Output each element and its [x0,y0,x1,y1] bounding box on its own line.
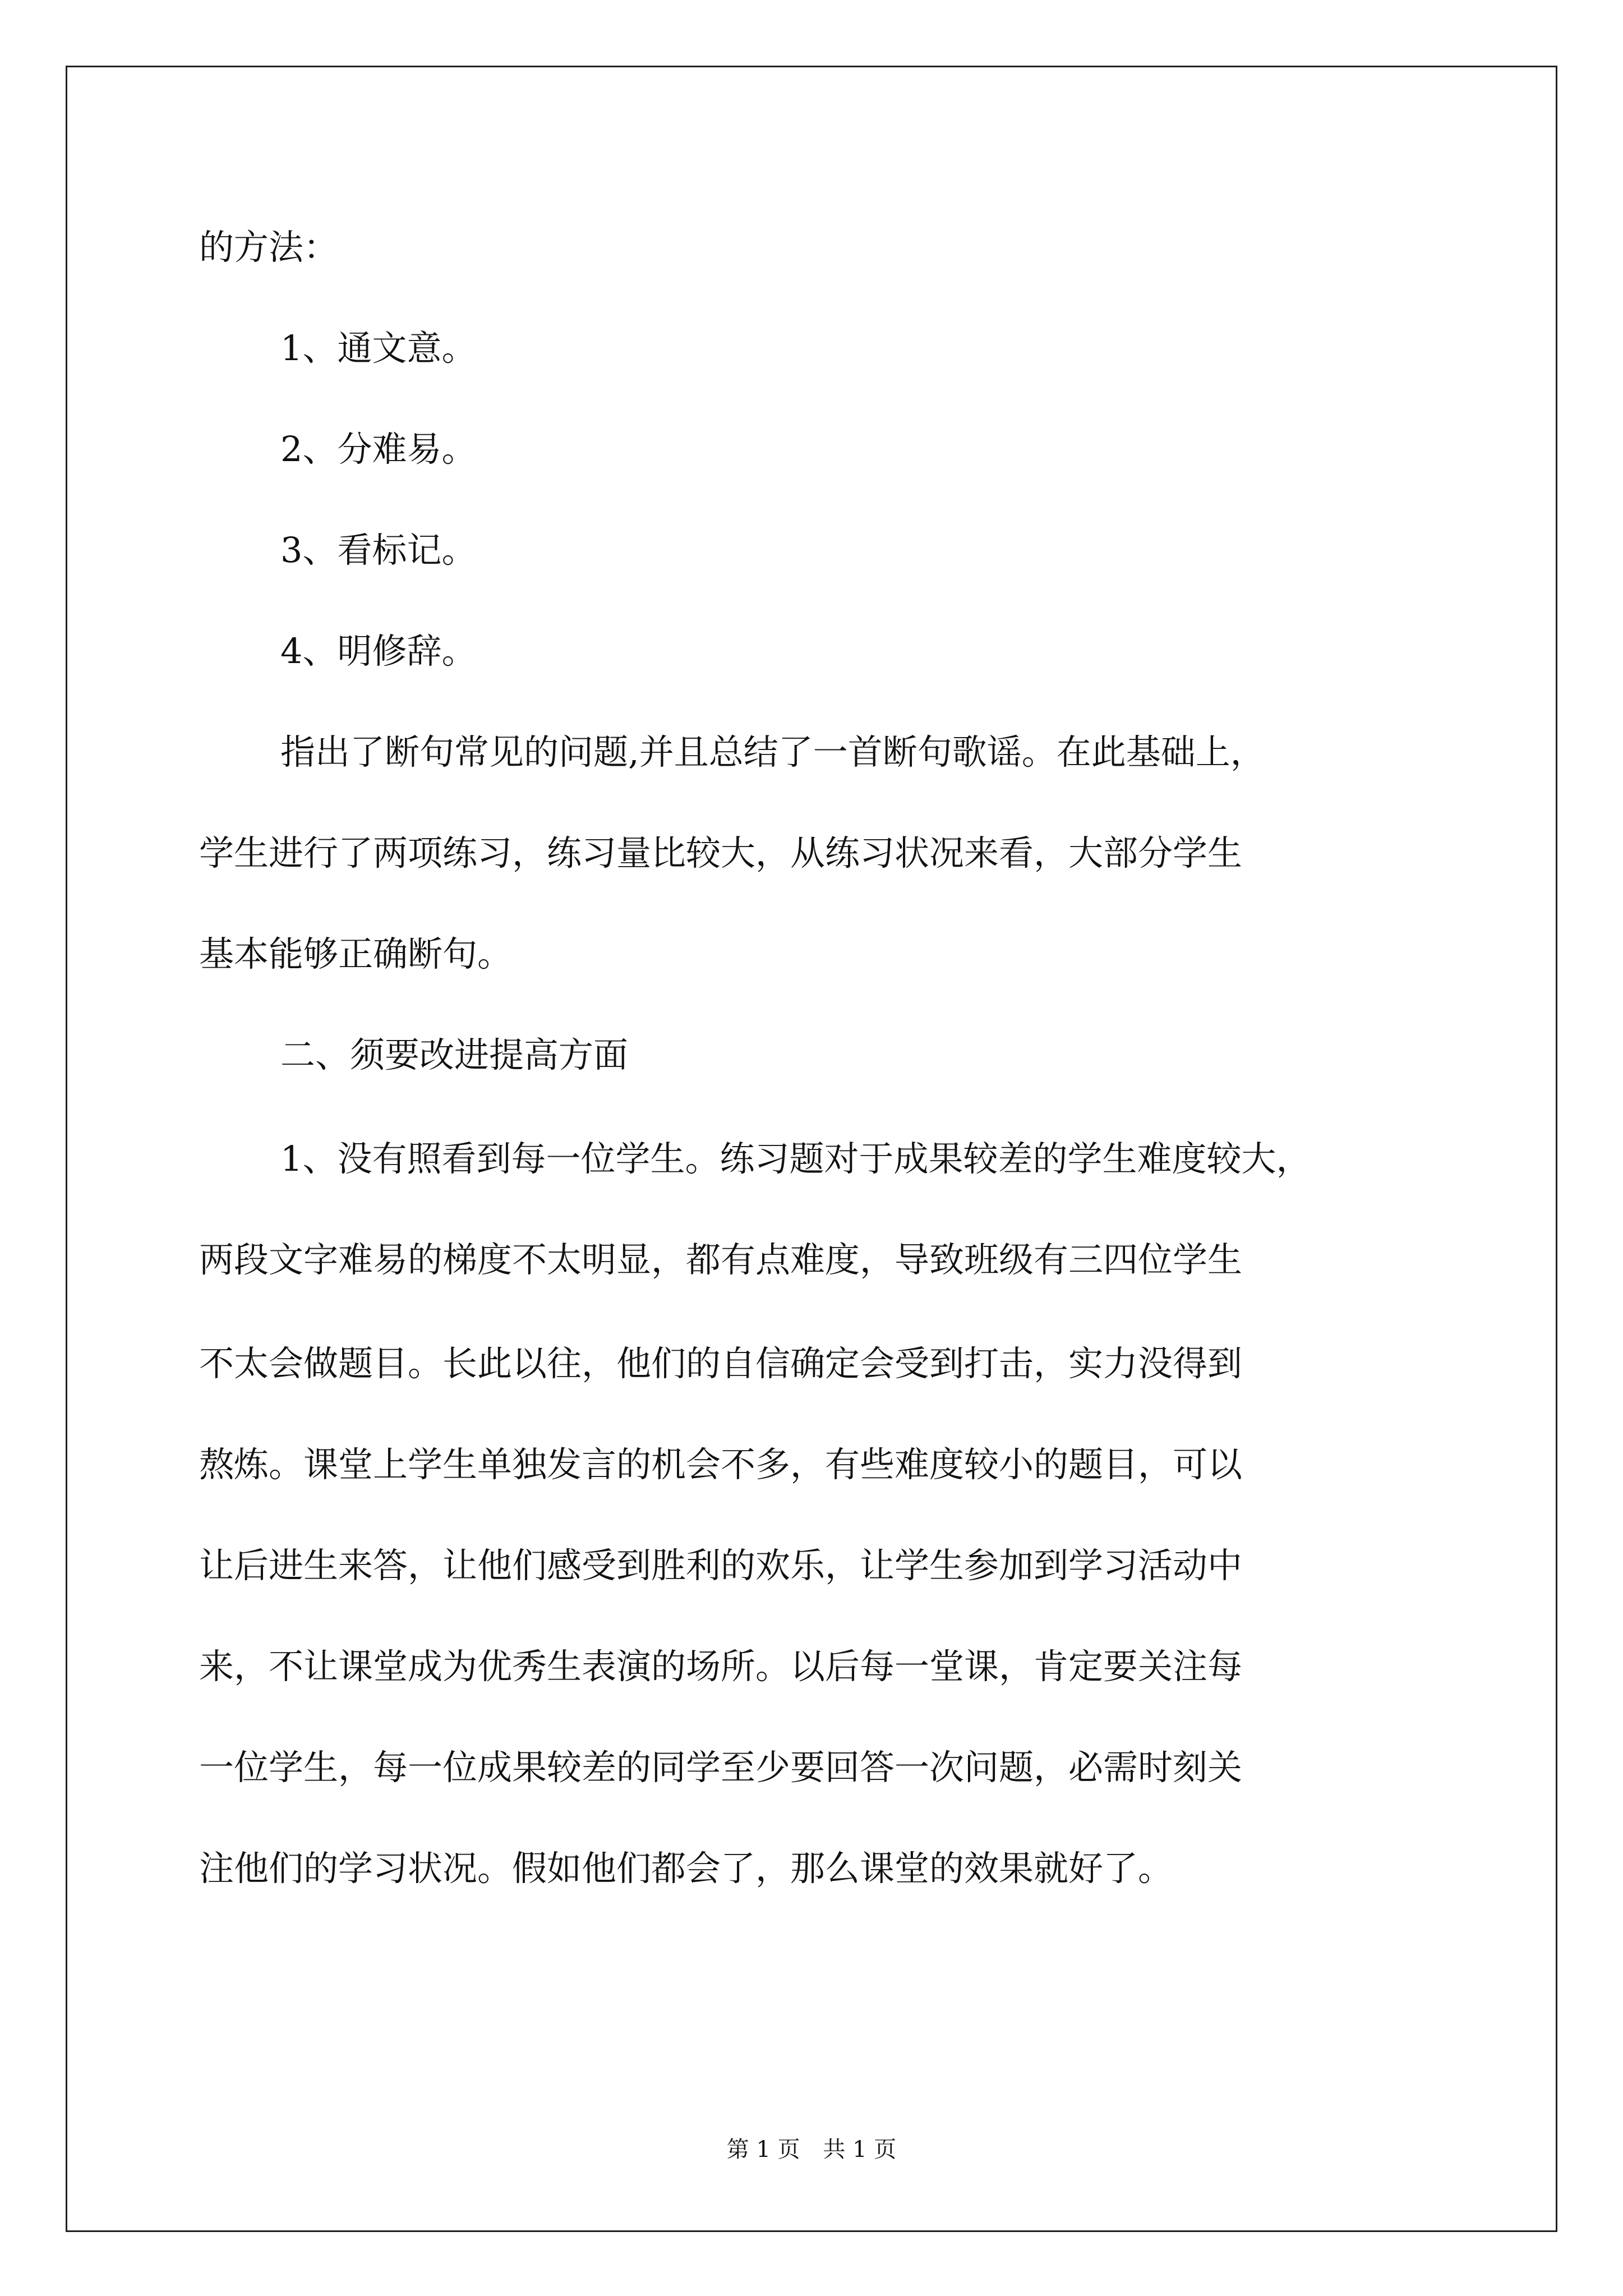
list-item: 1、通文意。 [280,328,477,369]
paragraph-line: 指出了断句常见的问题,并且总结了一首断句歌谣。在此基础上， [280,731,1265,772]
list-item: 4、明修辞。 [280,631,477,671]
paragraph-line: 熬炼。课堂上学生单独发言的机会不多，有些难度较小的题目，可以 [199,1444,1243,1485]
list-item: 2、分难易。 [280,429,477,470]
list-item: 3、看标记。 [280,530,477,570]
paragraph-line: 基本能够正确断句。 [199,933,513,974]
paragraph-line: 学生进行了两项练习，练习量比较大，从练习状况来看，大部分学生 [199,832,1243,873]
paragraph-line: 注他们的学习状况。假如他们都会了，那么课堂的效果就好了。 [199,1848,1173,1889]
text-line: 的方法： [199,227,339,268]
paragraph-line: 来，不让课堂成为优秀生表演的场所。以后每一堂课，肯定要关注每 [199,1646,1243,1687]
paragraph-line: 1、没有照看到每一位学生。练习题对于成果较差的学生难度较大， [280,1138,1311,1179]
paragraph-line: 两段文字难易的梯度不太明显，都有点难度，导致班级有三四位学生 [199,1239,1243,1280]
page-total: 共 1 页 [823,2137,897,2162]
page-number: 第 1 页 [726,2137,800,2162]
page-footer [0,2132,1623,2164]
paragraph-line: 让后进生来答，让他们感受到胜利的欢乐，让学生参加到学习活动中 [199,1545,1243,1586]
paragraph-line: 一位学生，每一位成果较差的同学至少要回答一次问题，必需时刻关 [199,1747,1243,1788]
section-heading: 二、须要改进提高方面 [280,1034,629,1075]
paragraph-line: 不太会做题目。长此以往，他们的自信确定会受到打击，实力没得到 [199,1343,1243,1384]
